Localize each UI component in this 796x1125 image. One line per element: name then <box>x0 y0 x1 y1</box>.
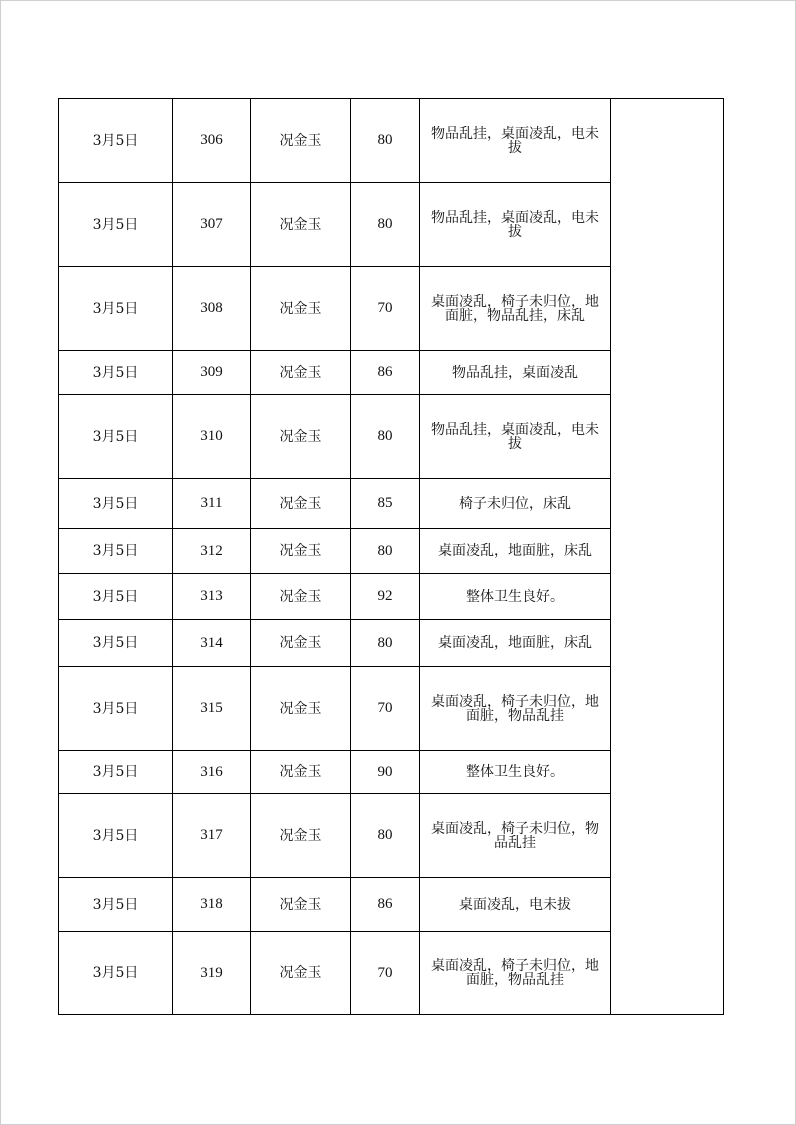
note-cell: 椅子未归位，床乱 <box>420 479 611 529</box>
score-cell: 80 <box>351 620 420 667</box>
remark-cell <box>611 99 724 1015</box>
score-cell: 86 <box>351 878 420 932</box>
date-cell: 3月5日 <box>59 574 173 620</box>
room-cell: 309 <box>173 351 251 395</box>
date-cell: 3月5日 <box>59 620 173 667</box>
note-cell: 物品乱挂，桌面凌乱，电未拔 <box>420 183 611 267</box>
score-cell: 86 <box>351 351 420 395</box>
room-cell: 315 <box>173 667 251 751</box>
inspector-cell: 况金玉 <box>251 574 351 620</box>
room-cell: 314 <box>173 620 251 667</box>
score-cell: 80 <box>351 794 420 878</box>
date-cell: 3月5日 <box>59 932 173 1015</box>
score-cell: 92 <box>351 574 420 620</box>
date-cell: 3月5日 <box>59 751 173 794</box>
inspector-cell: 况金玉 <box>251 99 351 183</box>
inspector-cell: 况金玉 <box>251 351 351 395</box>
score-cell: 80 <box>351 183 420 267</box>
room-cell: 310 <box>173 395 251 479</box>
date-cell: 3月5日 <box>59 395 173 479</box>
inspector-cell: 况金玉 <box>251 183 351 267</box>
score-cell: 85 <box>351 479 420 529</box>
score-cell: 70 <box>351 667 420 751</box>
note-cell: 桌面凌乱，椅子未归位，地面脏，物品乱挂 <box>420 667 611 751</box>
room-cell: 307 <box>173 183 251 267</box>
note-cell: 整体卫生良好。 <box>420 751 611 794</box>
room-cell: 317 <box>173 794 251 878</box>
date-cell: 3月5日 <box>59 99 173 183</box>
date-cell: 3月5日 <box>59 267 173 351</box>
inspector-cell: 况金玉 <box>251 395 351 479</box>
inspector-cell: 况金玉 <box>251 620 351 667</box>
date-cell: 3月5日 <box>59 667 173 751</box>
room-cell: 306 <box>173 99 251 183</box>
date-cell: 3月5日 <box>59 794 173 878</box>
inspector-cell: 况金玉 <box>251 667 351 751</box>
score-cell: 80 <box>351 529 420 574</box>
date-cell: 3月5日 <box>59 351 173 395</box>
score-cell: 70 <box>351 267 420 351</box>
score-cell: 70 <box>351 932 420 1015</box>
inspector-cell: 况金玉 <box>251 267 351 351</box>
table-body <box>59 99 724 1015</box>
note-cell: 物品乱挂，桌面凌乱 <box>420 351 611 395</box>
score-cell: 80 <box>351 99 420 183</box>
room-cell: 319 <box>173 932 251 1015</box>
room-cell: 318 <box>173 878 251 932</box>
inspector-cell: 况金玉 <box>251 479 351 529</box>
inspection-table <box>58 98 724 1015</box>
note-cell: 桌面凌乱，地面脏，床乱 <box>420 620 611 667</box>
note-cell: 物品乱挂，桌面凌乱，电未拔 <box>420 395 611 479</box>
room-cell: 312 <box>173 529 251 574</box>
inspector-cell: 况金玉 <box>251 794 351 878</box>
room-cell: 311 <box>173 479 251 529</box>
room-cell: 308 <box>173 267 251 351</box>
date-cell: 3月5日 <box>59 479 173 529</box>
inspector-cell: 况金玉 <box>251 751 351 794</box>
date-cell: 3月5日 <box>59 878 173 932</box>
inspector-cell: 况金玉 <box>251 878 351 932</box>
note-cell: 桌面凌乱，椅子未归位，地面脏，物品乱挂，床乱 <box>420 267 611 351</box>
note-cell: 整体卫生良好。 <box>420 574 611 620</box>
note-cell: 桌面凌乱，椅子未归位，地面脏，物品乱挂 <box>420 932 611 1015</box>
date-cell: 3月5日 <box>59 529 173 574</box>
note-cell: 物品乱挂，桌面凌乱，电未拔 <box>420 99 611 183</box>
note-cell: 桌面凌乱，电未拔 <box>420 878 611 932</box>
note-cell: 桌面凌乱，地面脏，床乱 <box>420 529 611 574</box>
room-cell: 313 <box>173 574 251 620</box>
table-row <box>59 99 724 183</box>
note-cell: 桌面凌乱，椅子未归位，物品乱挂 <box>420 794 611 878</box>
room-cell: 316 <box>173 751 251 794</box>
score-cell: 90 <box>351 751 420 794</box>
inspector-cell: 况金玉 <box>251 529 351 574</box>
date-cell: 3月5日 <box>59 183 173 267</box>
inspector-cell: 况金玉 <box>251 932 351 1015</box>
score-cell: 80 <box>351 395 420 479</box>
